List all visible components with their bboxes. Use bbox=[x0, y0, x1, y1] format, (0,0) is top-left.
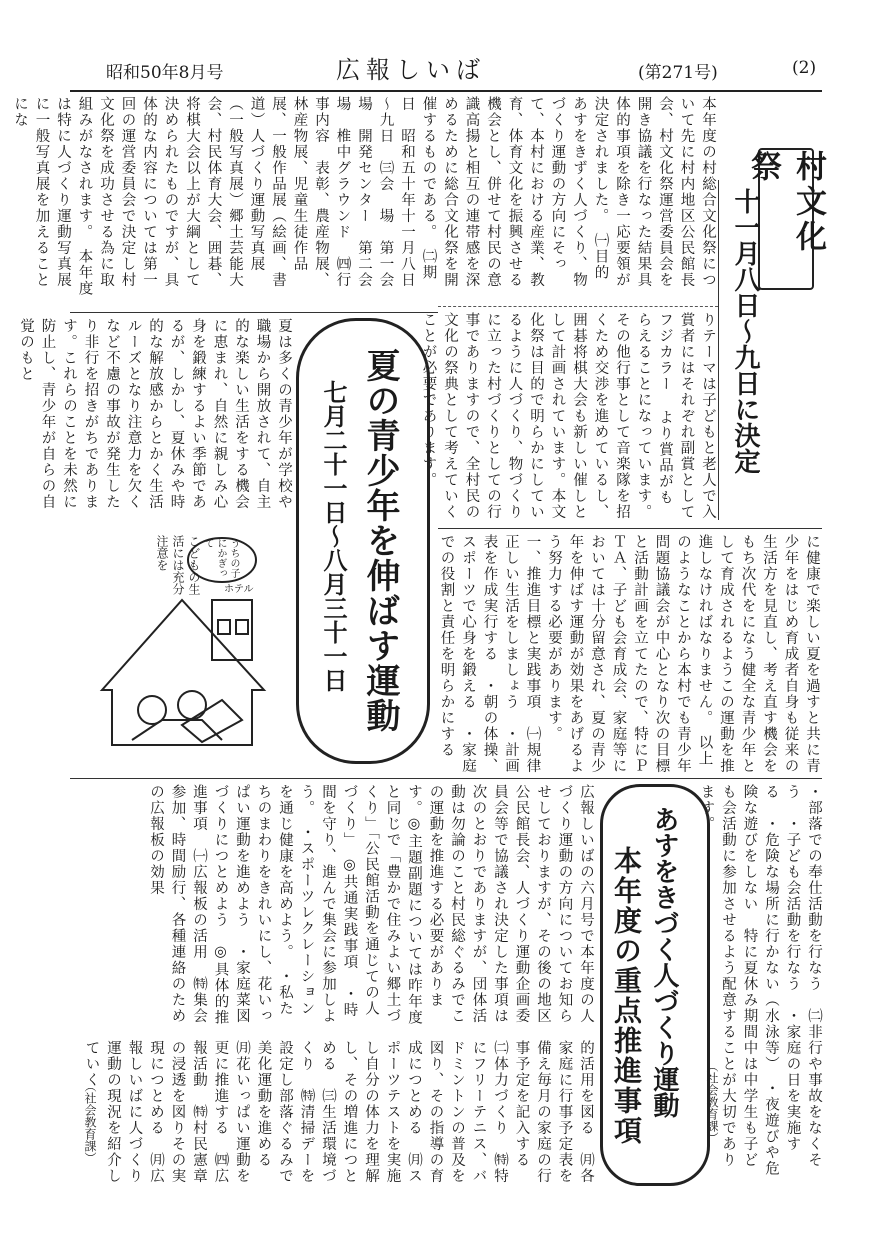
article1-title: 村文化祭 bbox=[758, 148, 814, 290]
article2-title: 夏の青少年を伸ばす運動 bbox=[360, 348, 400, 733]
header-date: 昭和50年8月号 bbox=[106, 63, 224, 83]
article2-body-lower: ・部落での奉仕活動を行なう ㈡非行や事故をなくそう ・子ども会活動を行なう ・家庭の日を実施する ・危険な場所に行かない（水泳等） ・夜遊びや危険な遊びをしない 特に夏休み期間中は中学生も子ども会活動に参加させるよう配意することが大切であります。 bbox=[698, 784, 822, 1177]
article3-body-b: 的活用を図る ㈪各家庭に行事予定表を備え毎月の家庭の行事予定を記入する ㈡体力づくり ㈵特にフリーテニス、バドミントンの普及を図り、その指導の育成につとめる ㈪スポーツテストを実施し自分の体力を理解し、その増進につとめる ㈢生活環境づくり ㈵清掃デーを設定し部落ぐるみで美化運動を進める ㈪花いっぱい運動を更に推進する ㈣広報活動 ㈵村民憲章の浸透を図りその実現につとめる ㈪広報しいばに人づくり運動の現況を紹介していく bbox=[83, 1040, 594, 1184]
article3-body-a: 広報しいばの六月号で本年度の人づくり運動の方向についてお知らせしておりますが、その後の地区公民館長会、人づくり運動企画委員会等で協議され決定した事項は次のとおりでありますが、団体活動は勿論のこと村民総ぐるみでこの運動を推進する必要がありま す。◎主題副題については昨年度と同じで「豊かで住みよい郷土づくり」「公民館活動を通じての人づくり」 ◎共通実践事項 ・時間を守り、進んで集会に参加しよう。 ・スポーツレクレーションを通じ健康を高めよう。 ・私たちのまわりをきれいにし、花いっぱい運動を進めよう ・家庭菜図づくりにつとめよう ◎具体的推進事項 ㈠広報板の活用 ㈵集会参加、時間励行、各種連絡のための広報板の効果 bbox=[148, 784, 594, 1026]
sketch-sign: ホテル bbox=[224, 584, 254, 595]
article1-end-rule bbox=[70, 312, 438, 313]
article3-title: あすをきづく人づくり運動 bbox=[649, 806, 679, 1118]
article3-subtitle: 本年度の重点推進事項 bbox=[610, 846, 643, 1146]
article2-body-right: に健康で楽しい夏を過すと共に青少年をはじめ育成者自身も従来の生活方を見直し、考え直す機会をもち次代をになう健全な青少年として育成されるようこの運動を推進しなければなりません。 以上のようなことから本村でも青少年問題協議会が中心となり次の目標と活動計画を立てたので、特にＰＴＡ、子ども会育成会、家庭等においては十分留意され、夏の青少年を伸ばす運動が効果をあげるよう努力する必要があります。 一、推進目標と実践事項 ㈠規律正しい生活をしましょう ・計画表を作成実行する ・朝の体操、スポーツで心身を鍛える ・家庭での役割と責任を明らかにする bbox=[438, 534, 820, 774]
header-page: (2) bbox=[792, 58, 817, 78]
sketch-note: こどもの生活には充分注意を bbox=[155, 535, 201, 595]
article3-credit: （社会教育課） bbox=[83, 1080, 97, 1164]
article1-row-divider bbox=[438, 306, 718, 307]
article2-body-main: 夏は多くの青少年が学校や職場から開放されて、自主的な楽しい生活をする機会に恵まれ、自然に親しみ心身を鍛練するよい季節であるが、しかし、夏休みや時的な解放感からとかく生活ルーズとなり注意力を欠くなど不慮の事故が発生したり非行を招きがちであります。これらのことを未然に防止し、青少年が自らの自覚のもと bbox=[18, 318, 292, 510]
article1-title-rule bbox=[718, 180, 719, 520]
article1-body-top: 本年度の村総合文化祭について先に村内地区公民館長会、村文化祭運営委員会を開き協議を行なった結果具体的事項を除き一応要領が決定されました。 ㈠目的 あすをきずく人づくり、物づくり運動の方向にそって、本村における産業、教育、体育文化を振興させる機会とし、併せて村民の意識高揚と相互の連帯感を深めるために総合文化祭を開催するものである。 ㈡期 日 昭和五十年十一月八日～九日 ㈢会 場 第一会場 開発センター 第二会場 椎中グラウンド ㈣行事内容 表彰、農産物展、林産物展、児童生徒作品展、一般作品展（絵画、書道）人づくり運動写真展（一般写真展）郷土芸能大会、村民体育大会、囲碁、将棋大会以上が大綱として決められたものですが、具体的な内容については第一回の運営委員会で決定し村文化祭を成功させる為に取組みがなされます。 本年度は特に人づくり運動写真展に一般写真展を加えることにな bbox=[12, 96, 716, 297]
header-issue: (第271号) bbox=[638, 63, 718, 83]
article2-bottom-rule bbox=[70, 778, 822, 779]
header-rule bbox=[70, 90, 822, 92]
header-title: 広報しいば bbox=[336, 56, 486, 84]
sketch-bubble: うちの子にかぎって bbox=[202, 538, 239, 578]
article1-body-bottom: りテーマは子どもと老人で入賞者にはそれぞれ副賞としてフジカラー より賞品がもらえることになっています。 その他行事として音楽隊を招くため交渉を進めているし、囲碁将棋大会も新しい催しとして計画されています。本文化祭は目的で明らかにしているように人づくり、物づくりに立った村づくりとしての行事でありますので、全村民の文化の祭典として考えていくことが必要であります。 bbox=[420, 312, 716, 529]
article1-subtitle: 十一月八日～九日に決定 bbox=[730, 188, 760, 474]
article2-top-rule bbox=[438, 528, 822, 529]
article2-dates: 七月二十一日～八月三十一日 bbox=[319, 380, 347, 692]
article2-credit: （社会教育課） bbox=[705, 1060, 719, 1144]
